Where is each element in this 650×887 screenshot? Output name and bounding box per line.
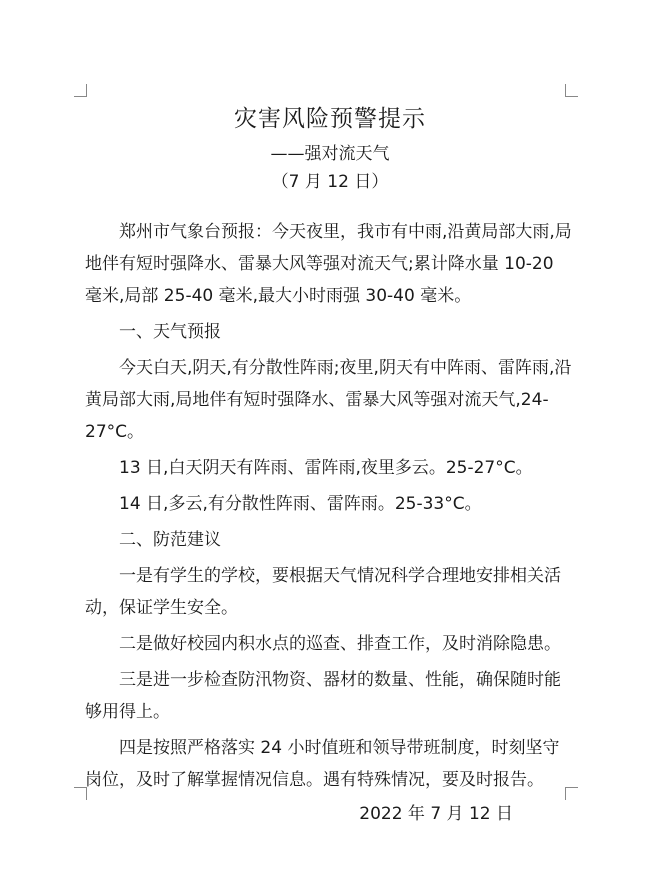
paragraph-day-14: 14 日,多云,有分散性阵雨、雷阵雨。25-33°C。: [119, 494, 482, 514]
document-subtitle: ——强对流天气: [270, 144, 390, 164]
paragraph-advice-3: 三是进一步检查防汛物资、器材的数量、性能，确保随时能够用得上。: [85, 670, 561, 722]
document-date-line: （7 月 12 日）: [271, 172, 389, 192]
section-heading-prevention: 二、防范建议: [119, 530, 221, 550]
paragraph-advice-2: 二是做好校园内积水点的巡查、排查工作，及时消除隐患。: [119, 634, 561, 654]
paragraph-today: 今天白天,阴天,有分散性阵雨;夜里,阴天有中阵雨、雷阵雨,沿黄局部大雨,局地伴有短时强降水、雷暴大风等强对流天气,24-27°C。: [85, 358, 572, 442]
signature-date: 2022 年 7 月 12 日: [359, 804, 513, 824]
document-title: 灾害风险预警提示: [234, 106, 426, 132]
paragraph-advice-1: 一是有学生的学校，要根据天气情况科学合理地安排相关活动，保证学生安全。: [85, 566, 561, 618]
paragraph-advice-4: 四是按照严格落实 24 小时值班和领导带班制度，时刻坚守岗位，及时了解掌握情况信息。遇有特殊情况，要及时报告。: [85, 738, 560, 790]
paragraph-forecast-summary: 郑州市气象台预报：今天夜里，我市有中雨,沿黄局部大雨,局地伴有短时强降水、雷暴大风等强对流天气;累计降水量 10-20 毫米,局部 25-40 毫米,最大小时雨强 30-40 毫米。: [85, 222, 572, 306]
document-body: [85, 216, 575, 796]
document-page: [85, 96, 575, 830]
section-heading-weather-forecast: 一、天气预报: [119, 322, 221, 342]
paragraph-day-13: 13 日,白天阴天有阵雨、雷阵雨,夜里多云。25-27°C。: [119, 458, 533, 478]
